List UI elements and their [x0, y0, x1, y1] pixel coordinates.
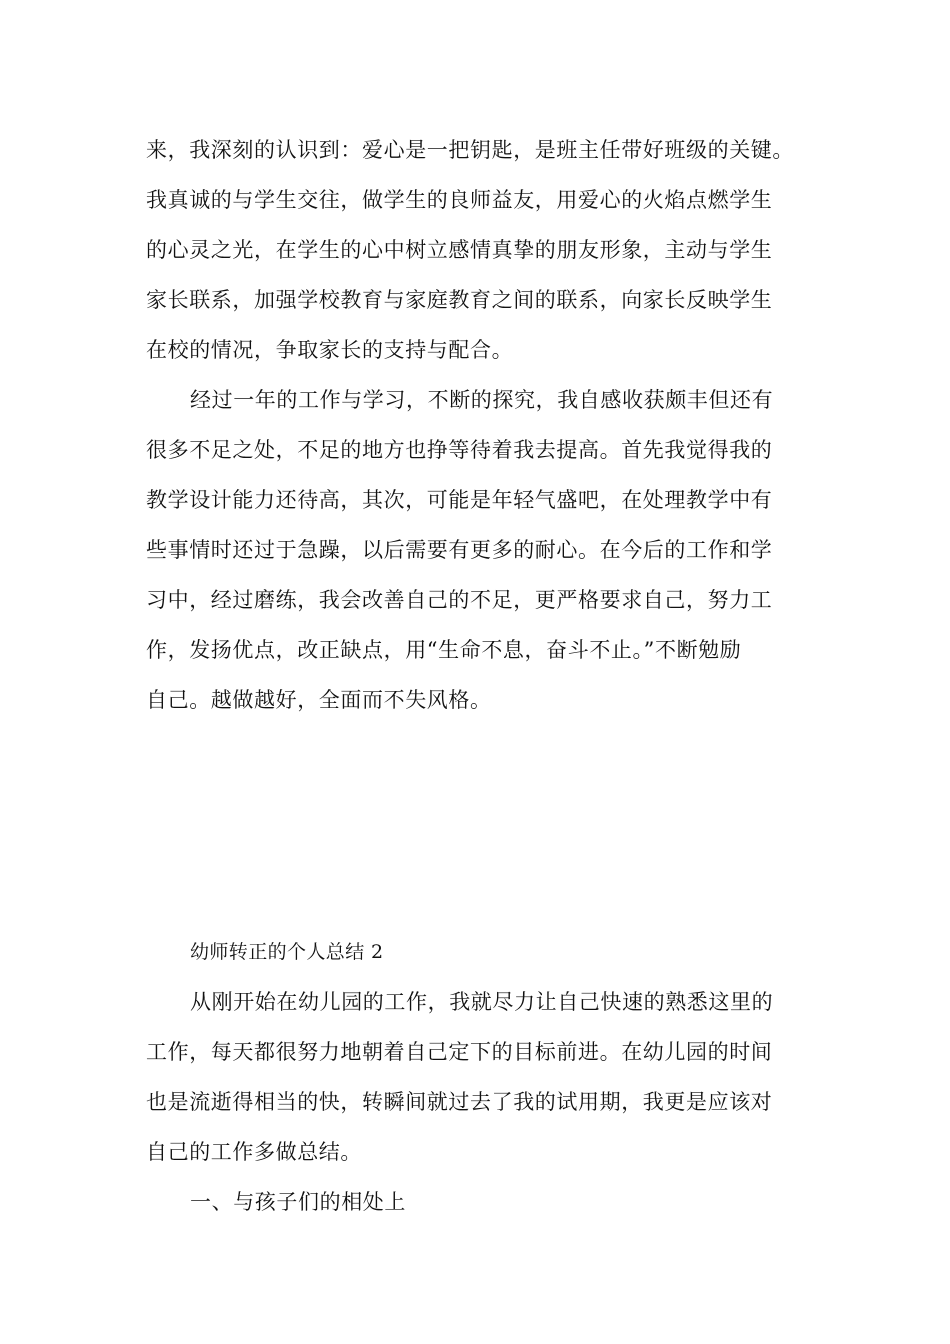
- paragraph-3-line-2: 工作，每天都很努力地朝着自己定下的目标前进。在幼儿园的时间: [146, 1040, 773, 1064]
- paragraph-3-line-4: 自己的工作多做总结。: [146, 1140, 362, 1164]
- paragraph-3-line-3: 也是流逝得相当的快，转瞬间就过去了我的试用期，我更是应该对: [146, 1090, 773, 1114]
- paragraph-2-line-4: 些事情时还过于急躁，以后需要有更多的耐心。在今后的工作和学: [146, 538, 773, 562]
- section-title: 幼师转正的个人总结 2: [190, 941, 384, 963]
- paragraph-1-line-5: 在校的情况，争取家长的支持与配合。: [146, 338, 514, 362]
- paragraph-2-line-2: 很多不足之处，不足的地方也挣等待着我去提高。首先我觉得我的: [146, 438, 773, 462]
- paragraph-1-line-4: 家长联系，加强学校教育与家庭教育之间的联系，向家长反映学生: [146, 288, 773, 312]
- paragraph-2-line-6: 作，发扬优点，改正缺点，用“生命不息，奋斗不止。”不断勉励: [146, 638, 742, 662]
- subheading: 一、与孩子们的相处上: [190, 1190, 406, 1214]
- paragraph-2-line-1: 经过一年的工作与学习，不断的探究，我自感收获颇丰但还有: [190, 388, 774, 412]
- paragraph-2-line-7: 自己。越做越好，全面而不失风格。: [146, 688, 492, 712]
- paragraph-1-line-2: 我真诚的与学生交往，做学生的良师益友，用爱心的火焰点燃学生: [146, 188, 773, 212]
- paragraph-2-line-5: 习中，经过磨练，我会改善自己的不足，更严格要求自己，努力工: [146, 588, 773, 612]
- paragraph-1-line-3: 的心灵之光，在学生的心中树立感情真挚的朋友形象，主动与学生: [146, 238, 773, 262]
- paragraph-2-line-3: 教学设计能力还待高，其次，可能是年轻气盛吧，在处理教学中有: [146, 488, 773, 512]
- paragraph-1-line-1: 来，我深刻的认识到：爱心是一把钥匙，是班主任带好班级的关键。: [146, 138, 794, 162]
- paragraph-3-line-1: 从刚开始在幼儿园的工作，我就尽力让自己快速的熟悉这里的: [190, 990, 774, 1014]
